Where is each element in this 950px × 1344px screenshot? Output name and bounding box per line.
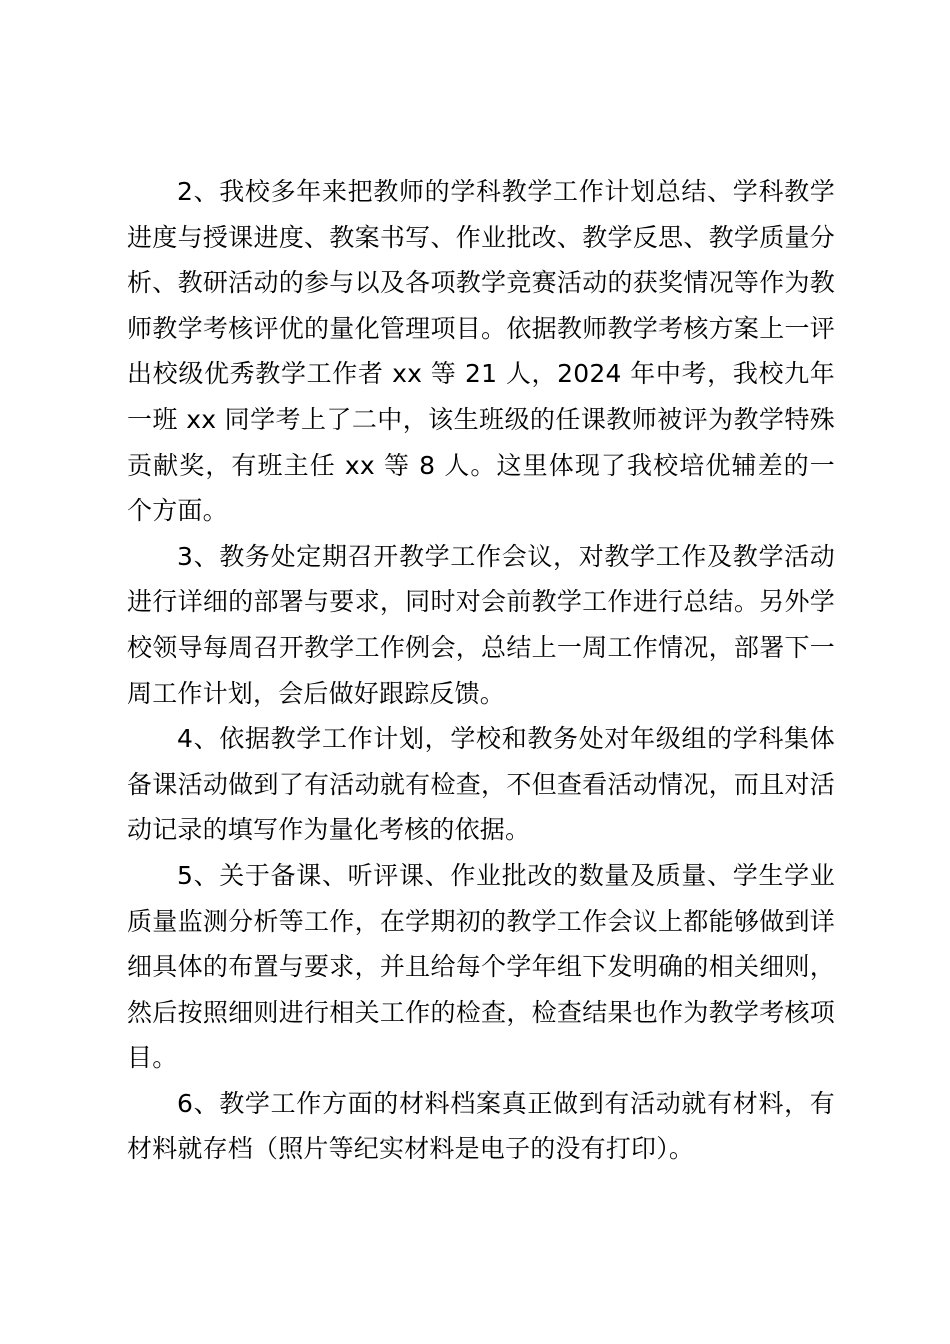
paragraph-item-5: 5、关于备课、听评课、作业批改的数量及质量、学生学业质量监测分析等工作，在学期初的教学工作会议上都能够做到详细具体的布置与要求，并且给每个学年组下发明确的相关细则，然后按照细则进行相关工作的检查，检查结果也作为教学考核项目。 bbox=[127, 860, 835, 1073]
paragraph-item-3: 3、教务处定期召开教学工作会议，对教学工作及教学活动进行详细的部署与要求，同时对会前教学工作进行总结。另外学校领导每周召开教学工作例会，总结上一周工作情况，部署下一周工作计划，会后做好跟踪反馈。 bbox=[127, 541, 835, 708]
paragraph-item-2: 2、我校多年来把教师的学科教学工作计划总结、学科教学进度与授课进度、教案书写、作业批改、教学反思、教学质量分析、教研活动的参与以及各项教学竞赛活动的获奖情况等作为教师教学考核评优的量化管理项目。依据教师教学考核方案上一评出校级优秀教学工作者 xx 等 21 人，2024 年中考，我校九年一班 xx 同学考上了二中，该生班级的任课教师被评为教学特殊贡献奖，有班主任 xx 等 8 人。这里体现了我校培优辅差的一个方面。 bbox=[127, 177, 835, 526]
paragraph-item-4: 4、依据教学工作计划，学校和教务处对年级组的学科集体备课活动做到了有活动就有检查，不但查看活动情况，而且对活动记录的填写作为量化考核的依据。 bbox=[127, 724, 835, 845]
paragraph-item-6: 6、教学工作方面的材料档案真正做到有活动就有材料，有材料就存档（照片等纪实材料是电子的没有打印）。 bbox=[127, 1088, 835, 1164]
document-body bbox=[127, 169, 835, 1172]
